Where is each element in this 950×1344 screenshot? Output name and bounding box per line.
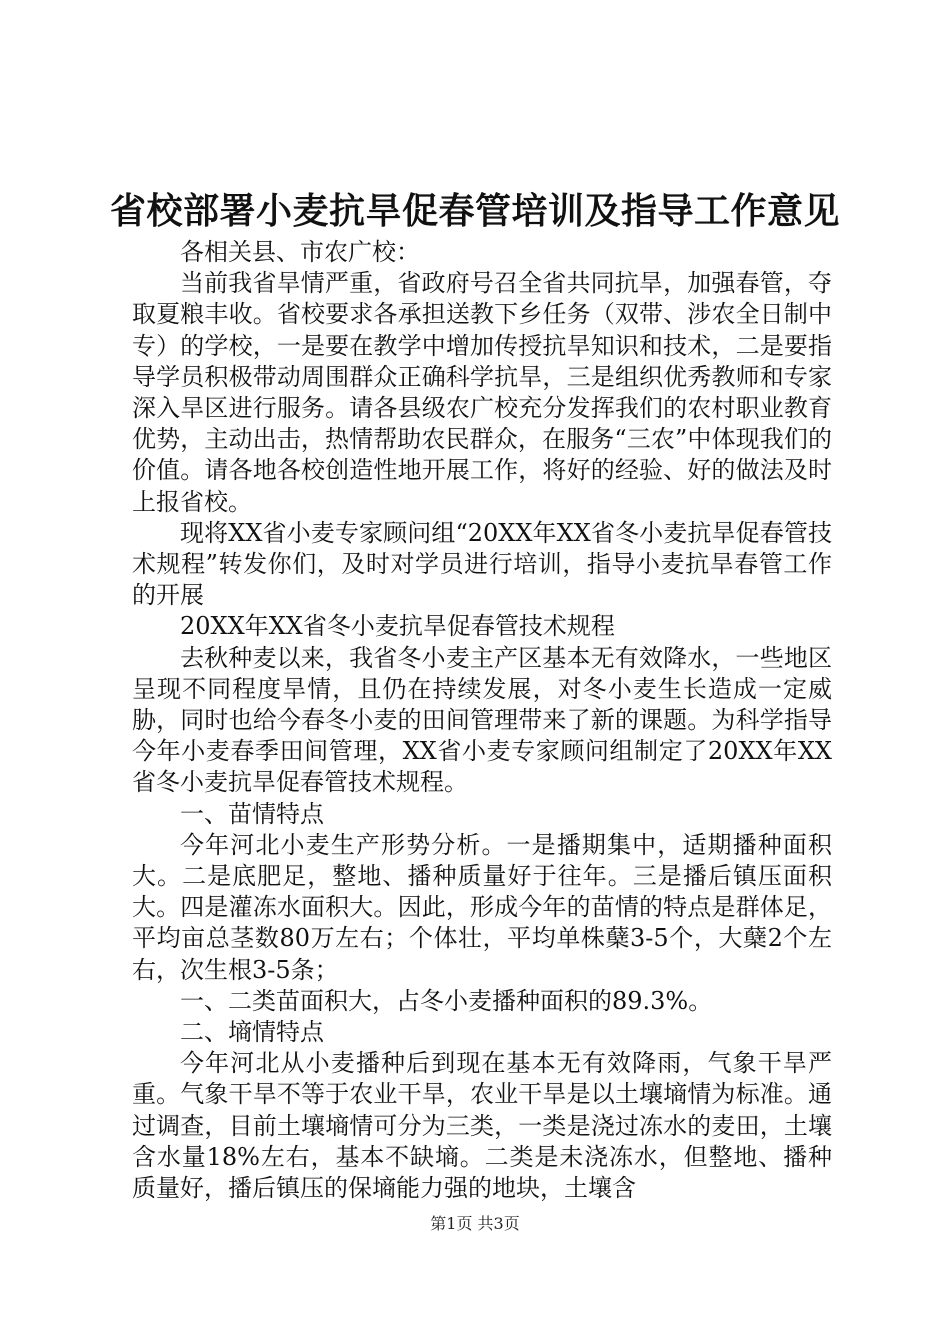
page-footer: 第1页 共3页 (430, 1214, 520, 1233)
paragraph-forward: 现将XX省小麦专家顾问组“20XX年XX省冬小麦抗旱促春管技术规程”转发你们，及时对学员进行培训，指导小麦抗旱春管工作的开展 (132, 518, 832, 610)
regulation-subtitle: 20XX年XX省冬小麦抗旱促春管技术规程 (180, 612, 615, 641)
paragraph-background: 去秋种麦以来，我省冬小麦主产区基本无有效降水，一些地区呈现不同程度旱情，且仍在持续发展，对冬小麦生长造成一定威胁，同时也给今春冬小麦的田间管理带来了新的课题。为科学指导今年小麦春季田间管理，XX省小麦专家顾问组制定了20XX年XX省冬小麦抗旱促春管技术规程。 (132, 643, 832, 797)
section-heading-seedling: 一、苗情特点 (180, 799, 324, 828)
paragraph-moisture: 今年河北从小麦播种后到现在基本无有效降雨，气象干旱严重。气象干旱不等于农业干旱，农业干旱是以土壤墒情为标准。通过调查，目前土壤墒情可分为三类，一类是浇过冻水的麦田，土壤含水量18%左右，基本不缺墒。二类是未浇冻水，但整地、播种质量好，播后镇压的保墒能力强的地块，土壤含 (132, 1049, 832, 1203)
section-heading-moisture: 二、墒情特点 (180, 1018, 324, 1047)
paragraph-seedling-area: 一、二类苗面积大，占冬小麦播种面积的89.3%。 (180, 986, 713, 1015)
paragraph-intro: 当前我省旱情严重，省政府号召全省共同抗旱，加强春管，夺取夏粮丰收。省校要求各承担送教下乡任务（双带、涉农全日制中专）的学校，一是要在教学中增加传授抗旱知识和技术，二是要指导学员积极带动周围群众正确科学抗旱，三是组织优秀教师和专家深入旱区进行服务。请各县级农广校充分发挥我们的农村职业教育优势，主动出击，热情帮助农民群众，在服务“三农”中体现我们的价值。请各地各校创造性地开展工作，将好的经验、好的做法及时上报省校。 (132, 269, 832, 516)
paragraph-seedling: 今年河北小麦生产形势分析。一是播期集中，适期播种面积大。二是底肥足，整地、播种质量好于往年。三是播后镇压面积大。四是灌冻水面积大。因此，形成今年的苗情的特点是群体足，平均亩总茎数80万左右；个体壮，平均单株蘖3-5个，大蘖2个左右，次生根3-5条； (132, 830, 832, 984)
document-title: 省校部署小麦抗旱促春管培训及指导工作意见 (109, 190, 840, 232)
document-body (132, 237, 832, 1204)
salutation: 各相关县、市农广校： (180, 238, 420, 266)
